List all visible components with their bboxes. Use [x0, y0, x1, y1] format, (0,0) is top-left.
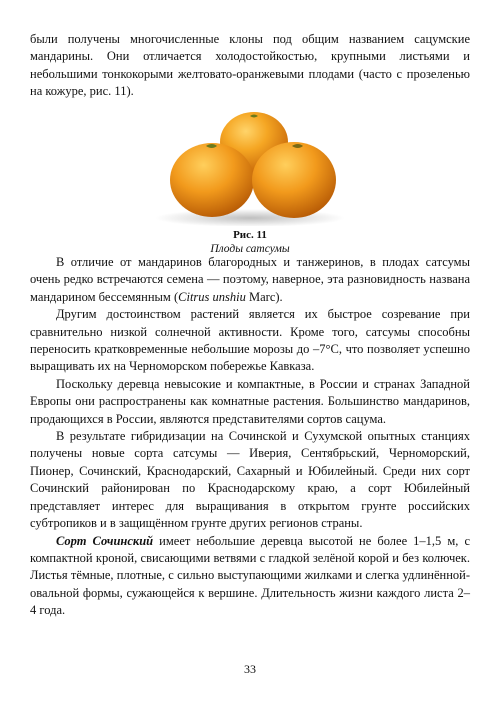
variety-title: Сорт Сочинский [56, 533, 154, 548]
latin-name: Citrus unshiu [178, 289, 246, 304]
mandarin-right [252, 142, 336, 218]
paragraph-seedless [30, 254, 470, 306]
p1-text-start: В отличие от мандаринов благородных и танжеринов, в плодах сатсумы очень редко встречаются семена — поэтому, наверное, эта разновидность названа мандарином бессемянным ( [30, 255, 470, 304]
paragraph-sochinsky [30, 533, 470, 620]
p1-text-end: Marc). [245, 289, 283, 304]
variety-description: имеет небольшие деревца высотой не более 1–1,5 м, с компактной кроной, свисающими ветвями с гладкой зелёной корой и без колючек. Листья тёмные, плотные, с сильно выступающими жилками и слегка удлинённой-овальной формы, сужающейся к вершине. Длительность жизни каждого листа 2–4 года. [30, 533, 470, 618]
body-text-block [30, 254, 470, 620]
intro-text-block [30, 31, 470, 101]
figure-satsuma-image [150, 108, 350, 226]
mandarins-illustration [150, 108, 350, 226]
paragraph-hybrids: В результате гибридизации на Сочинской и Сухумской опытных станциях получены новые сорта сатсумы — Иверия, Сентябрьский, Черноморский, Пионер, Сочинский, Краснодарский, Сахарный и Юбилейный. Среди них сорт Сочинский районирован по Краснодарскому краю, а сорт Юбилейный представляет интерес для выращивания в открытом грунте российских субтропиков и в защищённом грунте других регионов страны. [30, 429, 470, 531]
mandarin-left [170, 143, 254, 217]
intro-paragraph: были получены многочисленные клоны под общим названием сацумские мандарины. Они отличается холодостойкостью, крупными листьями и небольшими тонкокорыми желтовато-оранжевыми плодами (часто с прозеленью на кожуре, рис. 11). [30, 32, 470, 99]
page-number: 33 [244, 662, 256, 676]
figure-caption: Плоды сатсумы [210, 243, 290, 255]
paragraph-ripening: Другим достоинством растений является их быстрое созревание при сравнительно низкой солнечной активности. Кроме того, сатсумы способны переносить кратковременные небольшие морозы до –7°С, что позволяет успешно выращивать их на Черноморском побережье Кавказа. [30, 307, 470, 374]
paragraph-indoor: Поскольку деревца невысокие и компактные, в России и странах Западной Европы они распространены как комнатные растения. Большинство мандаринов, продающихся в России, являются представителями сортов сацума. [30, 376, 470, 426]
figure-label: Рис. 11 [233, 229, 267, 241]
